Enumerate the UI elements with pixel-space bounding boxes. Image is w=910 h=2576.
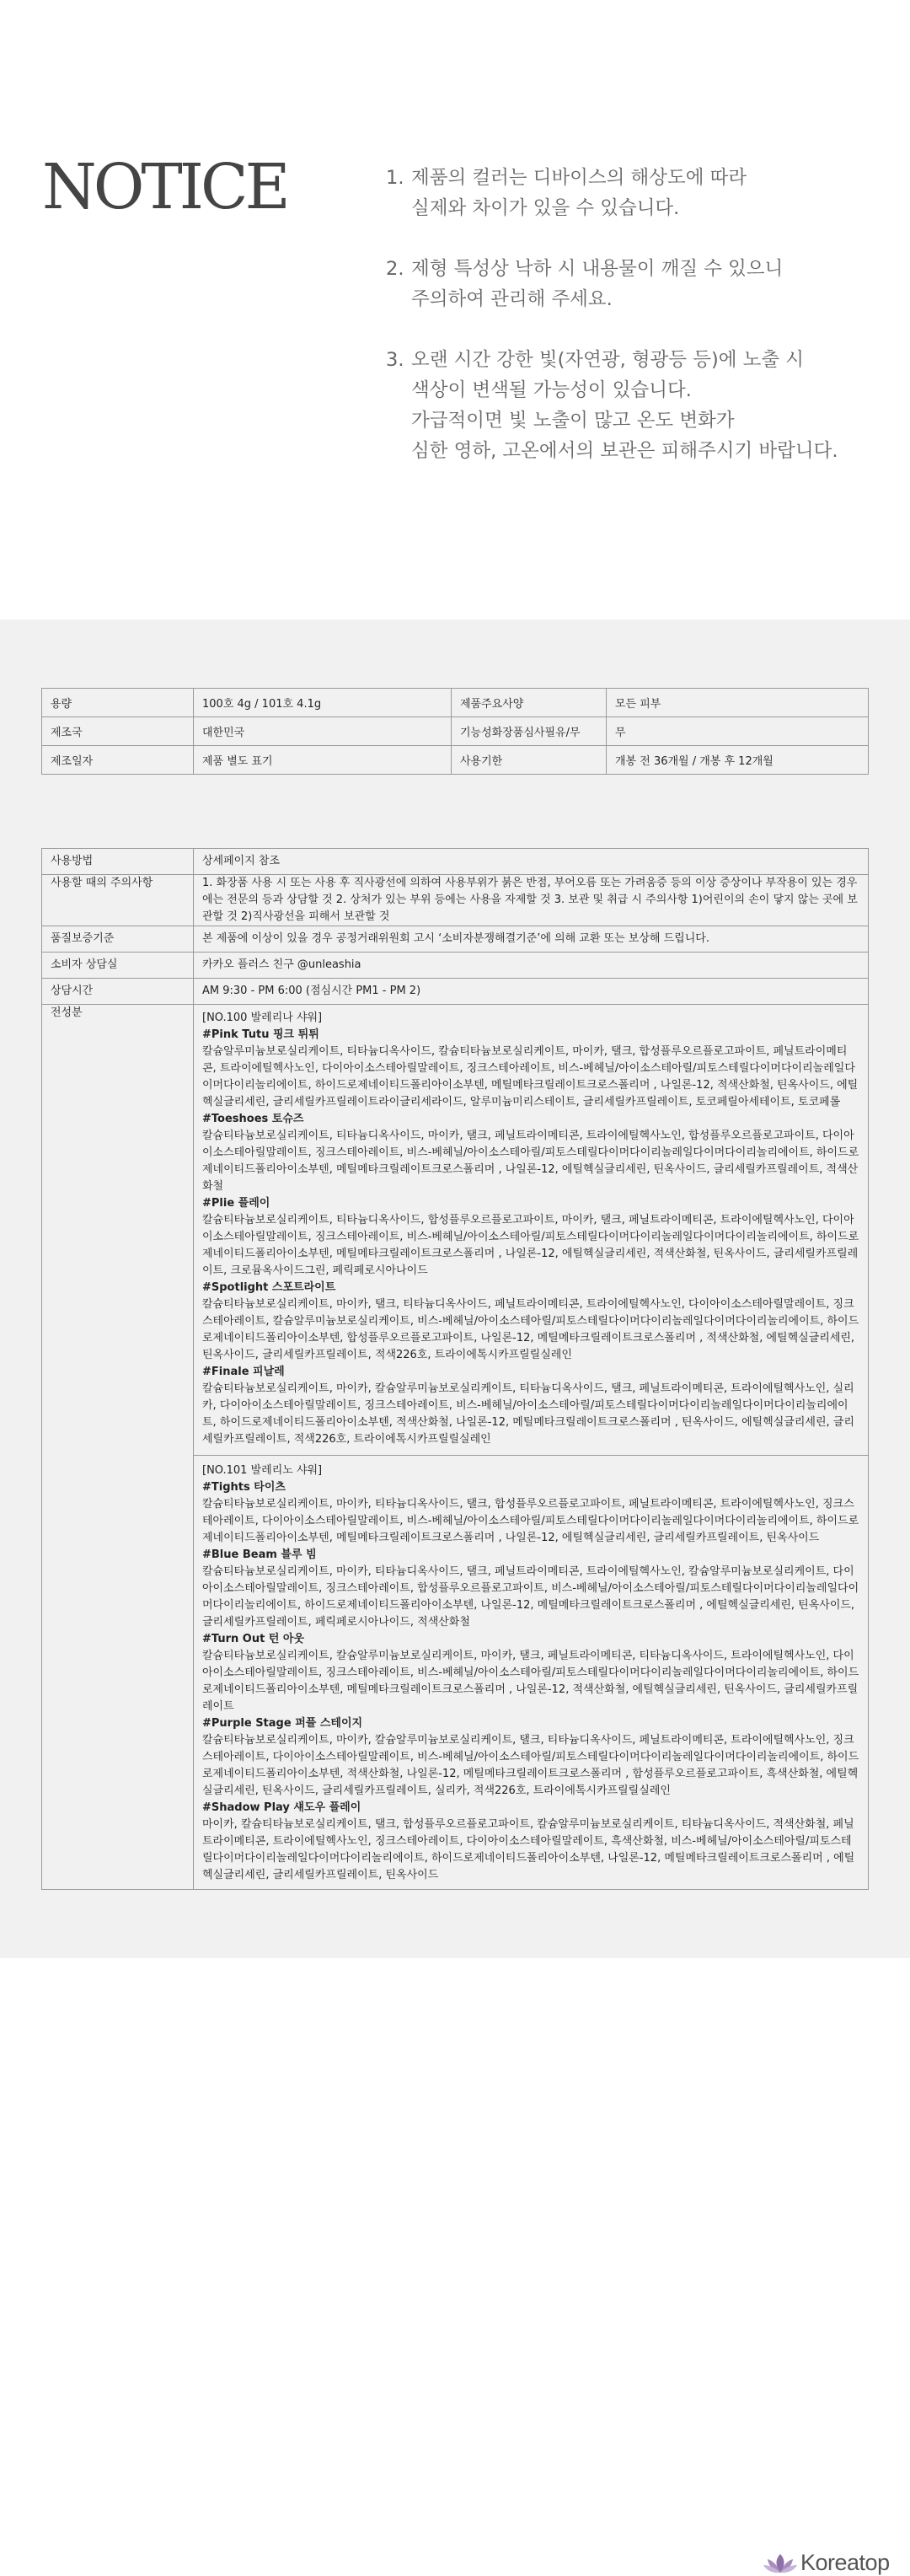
table-row <box>42 746 869 775</box>
basic-info-value: 모든 피부 <box>607 689 869 717</box>
notice-text <box>411 163 747 223</box>
notice-number: 2. <box>386 258 404 280</box>
ingredient-block-header: [NO.100 발레리나 샤워] <box>202 1012 323 1024</box>
shade-entry <box>202 1027 859 1111</box>
basic-info-label: 기능성화장품심사필유/무 <box>452 717 607 746</box>
notice-section <box>0 0 910 620</box>
notice-line: 실제와 차이가 있을 수 있습니다. <box>411 197 680 219</box>
notice-line: 제형 특성상 낙하 시 내용물이 깨질 수 있으니 <box>411 258 784 280</box>
table-row <box>42 689 869 717</box>
shade-entry <box>202 1715 859 1800</box>
basic-info-value: 제품 별도 표기 <box>194 746 452 775</box>
basic-info-table <box>41 688 869 775</box>
basic-info-label: 제조국 <box>42 717 194 746</box>
product-info-section <box>0 620 910 2575</box>
basic-info-value: 개봉 전 36개월 / 개봉 후 12개월 <box>607 746 869 775</box>
shade-ingredients: 칼슘티타늄보로실리케이트, 마이카, 칼슘알루미늄보로실리케이트, 탤크, 티타늄디옥사이드, 페닐트라이메티콘, 트라이에틸헥사노인, 징크스테아레이트, 다이아이소스테아릴말레이트, 비스-베헤닐/아이소스테아릴/피토스테릴다이머다이리놀레일다이머다이리놀리에이트, 하이드로제네이티드폴리아이소부텐, 적색산화철, 나일론-12, 메틸메타크릴레이트크로스폴리머 , 합성플루오르플로고파이트, 흑색산화철, 에틸헥실글리세린, 틴옥사이드, 글리세릴카프릴레이트, 실리카, 적색226호, 트라이에톡시카프릴릴실레인 <box>202 1734 859 1797</box>
table-row <box>42 849 869 875</box>
shade-ingredients: 칼슘티타늄보로실리케이트, 마이카, 칼슘알루미늄보로실리케이트, 티타늄디옥사이드, 탤크, 페닐트라이메티콘, 트라이에틸헥사노인, 실리카, 다이아이소스테아릴말레이트, 징크스테아레이트, 비스-베헤닐/아이소스테아릴/피토스테릴다이머다이리놀레일다이머다이리놀리에이트, 하이드로제네이티드폴리아이소부텐, 적색산화철, 나일론-12, 메틸메타크릴레이트크로스폴리머 , 틴옥사이드, 에틸헥실글리세린, 글리세릴카프릴레이트, 적색226호, 트라이에톡시카프릴릴실레인 <box>202 1382 854 1446</box>
shade-ingredients: 칼슘티타늄보로실리케이트, 티타늄디옥사이드, 마이카, 탤크, 페닐트라이메티콘, 트라이에틸헥사노인, 합성플루오르플로고파이트, 다이아이소스테아릴말레이트, 징크스테아레이트, 비스-베헤닐/아이소스테아릴/피토스테릴다이머다이리놀레일다이머다이리놀리에이트, 하이드로제네이티드폴리아이소부텐, 메틸메타크릴레이트크로스폴리머 , 나일론-12, 에틸헥실글리세린, 틴옥사이드, 글리세릴카프릴레이트, 적색산화철 <box>202 1130 859 1193</box>
shade-ingredients: 칼슘티타늄보로실리케이트, 티타늄디옥사이드, 합성플루오르플로고파이트, 마이카, 탤크, 페닐트라이메티콘, 트라이에틸헥사노인, 다이아이소스테아릴말레이트, 징크스테아레이트, 비스-베헤닐/아이소스테아릴/피토스테릴다이머다이리놀레일다이머다이리놀리에이트, 하이드로제네이티드폴리아이소부텐, 메틸메타크릴레이트크로스폴리머 , 나일론-12, 에틸헥실글리세린, 적색산화철, 틴옥사이드, 글리세릴카프릴레이트, 크로뮴옥사이드그린, 페릭페로시아나이드 <box>202 1214 859 1277</box>
shade-name: #Pink Tutu 핑크 튀튀 <box>202 1028 319 1041</box>
notice-text <box>411 345 838 466</box>
basic-info-label: 제품주요사양 <box>452 689 607 717</box>
notice-number: 3. <box>386 349 404 371</box>
notice-line: 오랜 시간 강한 빛(자연광, 형광등 등)에 노출 시 <box>411 349 805 371</box>
basic-info-label: 제조일자 <box>42 746 194 775</box>
usage-label: 사용방법 <box>42 849 194 875</box>
ingredients-label: 전성분 <box>42 1005 194 1890</box>
ingredient-block <box>194 1455 868 1884</box>
lotus-icon <box>763 2552 797 2574</box>
shade-ingredients: 칼슘티타늄보로실리케이트, 마이카, 티타늄디옥사이드, 탤크, 페닐트라이메티콘, 트라이에틸헥사노인, 칼슘알루미늄보로실리케이트, 다이아이소스테아릴말레이트, 징크스테아레이트, 합성플루오르플로고파이트, 비스-베헤닐/아이소스테아릴/피토스테릴다이머다이리놀레일다이머다이리놀리에이트, 하이드로제네이티드폴리아이소부텐, 나일론-12, 메틸메타크릴레이트크로스폴리머 , 에틸헥실글리세린, 틴옥사이드, 글리세릴카프릴레이트, 페릭페로시아나이드, 적색산화철 <box>202 1565 859 1629</box>
warranty-value: 본 제품에 이상이 있을 경우 공정거래위원회 고시 ‘소비자분쟁해결기준’에 의해 교환 또는 보상해 드립니다. <box>194 926 869 953</box>
ingredient-block <box>202 1010 859 1448</box>
logo-text: Koreatop <box>800 2550 890 2575</box>
basic-info-value: 100호 4g / 101호 4.1g <box>194 689 452 717</box>
shade-name: #Toeshoes 토슈즈 <box>202 1113 304 1125</box>
shade-name: #Spotlight 스포트라이트 <box>202 1281 336 1294</box>
shade-entry <box>202 1280 859 1364</box>
notice-line: 심한 영하, 고온에서의 보관은 피해주시기 바랍니다. <box>411 440 838 462</box>
shade-name: #Purple Stage 퍼플 스테이지 <box>202 1717 363 1730</box>
basic-info-value: 무 <box>607 717 869 746</box>
basic-info-label: 사용기한 <box>452 746 607 775</box>
table-row <box>42 875 869 926</box>
notice-number: 1. <box>386 167 404 189</box>
ingredient-block-header: [NO.101 발레리노 샤워] <box>202 1464 323 1477</box>
hours-value: AM 9:30 - PM 6:00 (점심시간 PM1 - PM 2) <box>194 979 869 1005</box>
table-row <box>42 717 869 746</box>
notice-title: NOTICE <box>42 151 287 223</box>
shade-entry <box>202 1800 859 1884</box>
notice-line: 가급적이면 빛 노출이 많고 온도 변화가 <box>411 410 735 432</box>
table-row <box>42 953 869 979</box>
notice-line: 색상이 변색될 가능성이 있습니다. <box>411 379 692 401</box>
notice-list <box>386 163 838 496</box>
shade-name: #Finale 피날레 <box>202 1366 285 1378</box>
usage-value: 상세페이지 참조 <box>194 849 869 875</box>
basic-info-value: 대한민국 <box>194 717 452 746</box>
shade-ingredients: 칼슘알루미늄보로실리케이트, 티타늄디옥사이드, 칼슘티타늄보로실리케이트, 마이카, 탤크, 합성플루오르플로고파이트, 페닐트라이메티콘, 트라이에틸헥사노인, 다이아이소스테아릴말레이트, 징크스테아레이트, 비스-베헤닐/아이소스테아릴/피토스테릴다이머다이리놀레일다이머다이리놀리에이트, 하이드로제네이티드폴리아이소부텐, 메틸메타크릴레이트크로스폴리머 , 나일론-12, 적색산화철, 틴옥사이드, 에틸헥실글리세린, 글리세릴카프릴레이트라이글리세라이드, 알루미늄미리스테이트, 글리세릴카프릴레이트, 토코페릴아세테이트, 토코페롤 <box>202 1045 859 1108</box>
shade-ingredients: 칼슘티타늄보로실리케이트, 마이카, 탤크, 티타늄디옥사이드, 페닐트라이메티콘, 트라이에틸헥사노인, 다이아이소스테아릴말레이트, 징크스테아레이트, 칼슘알루미늄보로실리케이트, 비스-베헤닐/아이소스테아릴/피토스테릴다이머다이리놀레일다이머다이리놀리에이트, 하이드로제네이티드폴리아이소부텐, 합성플루오르플로고파이트, 나일론-12, 메틸메타크릴레이트크로스폴리머 , 적색산화철, 에틸헥실글리세린, 틴옥사이드, 글리세릴카프릴레이트, 적색226호, 트라이에톡시카프릴릴실레인 <box>202 1298 859 1361</box>
detail-info-table <box>41 848 869 1890</box>
shade-name: #Shadow Play 섀도우 플레이 <box>202 1801 361 1814</box>
caution-value: 1. 화장품 사용 시 또는 사용 후 직사광선에 의하여 사용부위가 붉은 반점, 부어오름 또는 가려움증 등의 이상 증상이나 부작용이 있는 경우에는 전문의 등과 상담할 것 2. 상처가 있는 부위 등에는 사용을 자제할 것 3. 보관 및 취급 시 주의사항 1)어린이의 손이 닿지 않는 곳에 보관할 것 2)직사광선을 피해서 보관할 것 <box>194 875 869 926</box>
hours-label: 상담시간 <box>42 979 194 1005</box>
notice-item <box>386 345 838 466</box>
shade-name: #Tights 타이츠 <box>202 1481 286 1494</box>
notice-text <box>411 254 783 314</box>
shade-entry <box>202 1195 859 1280</box>
shade-ingredients: 칼슘티타늄보로실리케이트, 칼슘알루미늄보로실리케이트, 마이카, 탤크, 페닐트라이메티콘, 티타늄디옥사이드, 트라이에틸헥사노인, 다이아이소스테아릴말레이트, 징크스테아레이트, 비스-베헤닐/아이소스테아릴/피토스테릴다이머다이리놀레일다이머다이리놀리에이트, 하이드로제네이티드폴리아이소부텐, 메틸메타크릴레이트크로스폴리머 , 나일론-12, 적색산화철, 에틸헥실글리세린, 틴옥사이드, 글리세릴카프릴레이트 <box>202 1650 859 1713</box>
consult-label: 소비자 상담실 <box>42 953 194 979</box>
shade-entry <box>202 1631 859 1715</box>
caution-label: 사용할 때의 주의사항 <box>42 875 194 926</box>
consult-value: 카카오 플러스 친구 @unleashia <box>194 953 869 979</box>
notice-line: 제품의 컬러는 디바이스의 해상도에 따라 <box>411 167 747 189</box>
shade-entry <box>202 1364 859 1448</box>
shade-name: #Turn Out 턴 아웃 <box>202 1633 305 1645</box>
notice-item <box>386 254 838 314</box>
warranty-label: 품질보증기준 <box>42 926 194 953</box>
koreatop-logo <box>763 2550 890 2576</box>
shade-ingredients: 마이카, 칼슘티타늄보로실리케이트, 탤크, 합성플루오르플로고파이트, 칼슘알루미늄보로실리케이트, 티타늄디옥사이드, 적색산화철, 페닐트라이메티콘, 트라이에틸헥사노인, 징크스테아레이트, 다이아이소스테아릴말레이트, 흑색산화철, 비스-베헤닐/아이소스테아릴/피토스테릴다이머다이리놀레일다이머다이리놀리에이트, 하이드로제네이티드폴리아이소부텐, 나일론-12, 메틸메타크릴레이트크로스폴리머 , 에틸헥실글리세린, 글리세릴카프릴레이트, 틴옥사이드 <box>202 1818 855 1881</box>
shade-entry <box>202 1111 859 1195</box>
shade-entry <box>202 1479 859 1547</box>
notice-line: 주의하여 관리해 주세요. <box>411 288 613 310</box>
table-row <box>42 979 869 1005</box>
shade-name: #Blue Beam 블루 빔 <box>202 1548 317 1561</box>
ingredients-value <box>194 1005 869 1890</box>
basic-info-label: 용량 <box>42 689 194 717</box>
table-row <box>42 1005 869 1890</box>
table-row <box>42 926 869 953</box>
notice-item <box>386 163 838 223</box>
shade-ingredients: 칼슘티타늄보로실리케이트, 마이카, 티타늄디옥사이드, 탤크, 합성플루오르플로고파이트, 페닐트라이메티콘, 트라이에틸헥사노인, 징크스테아레이트, 다이아이소스테아릴말레이트, 비스-베헤닐/아이소스테아릴/피토스테릴다이머다이리놀레일다이머다이리놀리에이트, 하이드로제네이티드폴리아이소부텐, 메틸메타크릴레이트크로스폴리머 , 나일론-12, 에틸헥실글리세린, 글리세릴카프릴레이트, 틴옥사이드 <box>202 1498 859 1544</box>
shade-name: #Plie 플레이 <box>202 1197 270 1210</box>
shade-entry <box>202 1547 859 1631</box>
